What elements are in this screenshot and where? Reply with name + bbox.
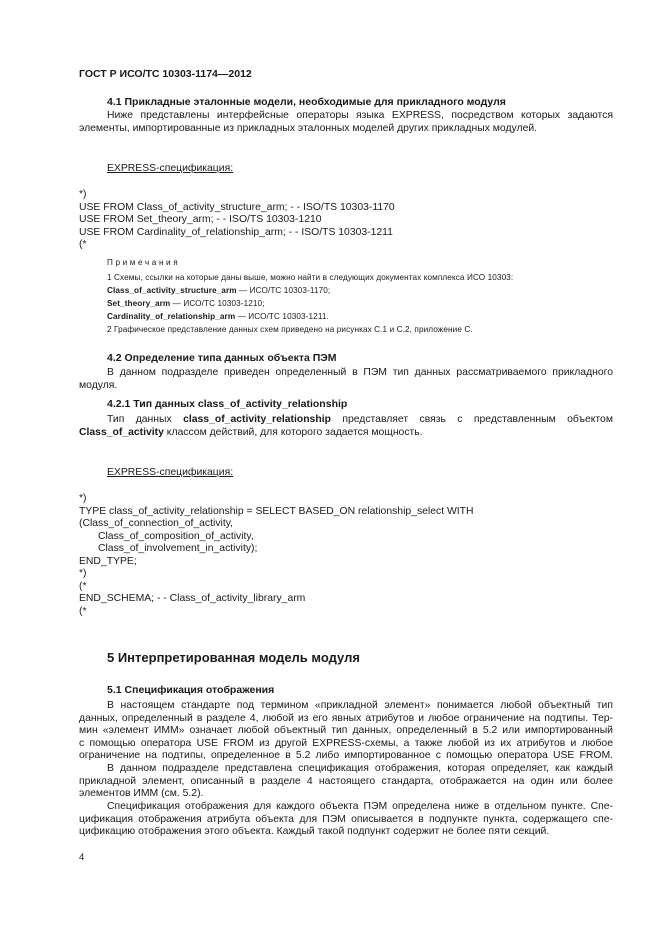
section-4-1-heading: 4.1 Прикладные эталонные модели, необходимые для прикладного модуля xyxy=(107,96,506,108)
paragraph-line: элементы, импортированные из прикладных эталонных моделей других прикладных модулей. xyxy=(79,122,538,134)
notes-title: Примечания xyxy=(107,258,181,267)
code-line: *) xyxy=(79,189,87,200)
paragraph-line: В данном подразделе приведен определенный в ПЭМ тип данных рассматриваемого прикладного xyxy=(107,367,613,378)
code-line: USE FROM Set_theory_arm; - - ISO/TS 10303-1210 xyxy=(79,214,322,225)
document-header: ГОСТ Р ИСО/ТС 10303-1174—2012 xyxy=(79,68,252,80)
code-line: END_SCHEMA; - - Class_of_activity_library_arm xyxy=(79,593,306,604)
entity-name: Class_of_activity xyxy=(79,426,164,438)
express-spec-label: EXPRESS-спецификация: xyxy=(107,163,234,174)
code-line: (* xyxy=(79,605,87,617)
code-line: END_TYPE; xyxy=(79,555,137,567)
paragraph-line: элементов ИММ (см. 5.2). xyxy=(79,788,204,799)
section-4-2-paragraph xyxy=(79,367,613,392)
paragraph-line: Спецификация отображения для каждого объекта ПЭМ определена ниже в отдельном пункте. Спе- xyxy=(107,801,613,812)
section-4-2-heading: 4.2 Определение типа данных объекта ПЭМ xyxy=(107,352,337,364)
code-line: USE FROM Class_of_activity_structure_arm; - - ISO/TS 10303-1170 xyxy=(79,201,395,213)
section-5-1-paragraph-3 xyxy=(79,801,613,839)
code-line: USE FROM Cardinality_of_relationship_arm; - - ISO/TS 10303-1211 xyxy=(79,226,393,238)
paragraph-line: прикладной элемент, описанный в разделе 4 настоящего стандарта, отображается на один или более xyxy=(79,775,613,787)
express-code-block-2 xyxy=(79,493,474,618)
express-code-block-1 xyxy=(79,189,395,252)
code-line: Class_of_involvement_in_activity); xyxy=(98,543,258,554)
section-5-heading: 5 Интерпретированная модель модуля xyxy=(107,650,360,665)
paragraph-line: В данном подразделе представлена спецификация отображения, которая определяет, как каждый xyxy=(107,763,613,774)
paragraph-line xyxy=(79,427,613,440)
express-spec-label: EXPRESS-спецификация: xyxy=(107,467,234,478)
section-5-1-paragraph-1 xyxy=(79,700,613,763)
note-ref-3 xyxy=(107,312,329,321)
section-5-1-heading: 5.1 Спецификация отображения xyxy=(107,684,275,696)
note-ref-doc: — ИСО/ТС 10303-1170; xyxy=(236,286,331,295)
note-ref-name: Cardinality_of_relationship_arm xyxy=(107,312,236,321)
text-run: представляет связь с представленным объектом xyxy=(342,414,613,425)
section-4-2-1-heading: 4.2.1 Тип данных class_of_activity_relationship xyxy=(107,398,348,410)
section-4-2-1-paragraph xyxy=(79,414,613,439)
note-ref-name: Class_of_activity_structure_arm xyxy=(107,286,237,295)
section-5-1-paragraph-2 xyxy=(79,763,613,801)
paragraph-line: мин «элемент ИММ» означает любой объектный тип данных, определенный в 5.2 или импортированный xyxy=(79,725,613,736)
note-ref-doc: — ИСО/ТС 10303-1211. xyxy=(235,312,329,321)
code-line: Class_of_composition_of_activity, xyxy=(98,530,254,542)
note-1: 1 Схемы, ссылки на которые даны выше, можно найти в следующих документах комплекса ИСО 10303: xyxy=(107,273,514,282)
type-name: class_of_activity_relationship xyxy=(183,414,331,425)
paragraph-line: цификацию отображения этого объекта. Каждый такой подпункт содержит не более пяти секций. xyxy=(79,826,550,837)
paragraph-line: В настоящем стандарте под термином «прикладной элемент» понимается любой объектный тип xyxy=(107,700,613,711)
note-2: 2 Графическое представление данных схем приведено на рисунках С.1 и С.2, приложение С. xyxy=(107,325,473,334)
page-number: 4 xyxy=(79,852,85,863)
note-ref-doc: — ИСО/ТС 10303-1210; xyxy=(170,299,265,308)
code-line: *) xyxy=(79,568,87,579)
text-run: Тип данных xyxy=(107,414,172,425)
paragraph-line: цификация отображения атрибута объекта для ПЭМ описывается в подпункте пункта, содержащего спе- xyxy=(79,813,613,825)
paragraph-line: модуля. xyxy=(79,379,118,391)
paragraph-line: Ниже представлены интерфейсные операторы языка EXPRESS, посредством которых задаются xyxy=(107,110,613,121)
paragraph-line: с помощью оператора USE FROM из другой EXPRESS-схемы, а также любой из их атрибутов и любое xyxy=(79,737,613,749)
code-line: *) xyxy=(79,493,87,504)
note-ref-1 xyxy=(107,286,330,295)
code-line: TYPE class_of_activity_relationship = SELECT BASED_ON relationship_select WITH xyxy=(79,505,474,517)
paragraph-line: ограничение на подтипы, определенное в 5.2 либо импортированное с помощью оператора USE FROM. xyxy=(79,750,613,761)
section-4-1-paragraph xyxy=(79,110,613,135)
paragraph-line xyxy=(79,414,613,427)
note-ref-2 xyxy=(107,299,265,308)
code-line: (* xyxy=(79,239,87,250)
note-ref-name: Set_theory_arm xyxy=(107,299,171,308)
code-line: (Class_of_connection_of_activity, xyxy=(79,518,234,529)
paragraph-line: данных, определенный в разделе 4, любой из его явных атрибутов и любое ограничение на подтипы. Тер- xyxy=(79,712,613,724)
code-line: (* xyxy=(79,580,87,592)
text-run: классом действий, для которого задается мощность. xyxy=(163,426,423,438)
